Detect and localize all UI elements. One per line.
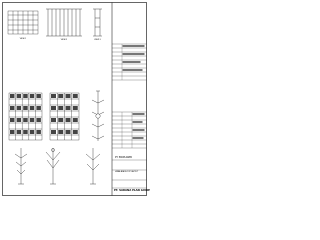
view-label-3: VIEW 3 (94, 39, 101, 41)
view-label-1: VIEW 1 (19, 38, 27, 40)
rack-elevation (46, 9, 82, 36)
detail-1 (15, 148, 27, 184)
side-view (93, 9, 102, 36)
top-panel-view (8, 11, 38, 34)
title-block-fill-cells (123, 45, 145, 139)
detail-2 (46, 148, 60, 184)
detail-3 (86, 148, 100, 184)
drawing-sheet (0, 0, 149, 198)
company-name: PT. SARANA PLAN GUIDE (114, 189, 150, 192)
title-block-table (112, 44, 147, 188)
drawing-subtitle: HIMALAYA BLOCK LAYOUT (115, 171, 139, 173)
section-detail (92, 91, 104, 141)
grid-block-a-cells (10, 94, 41, 134)
view-label-2: VIEW 2 (60, 39, 68, 41)
project-name: PT. PROPLANER (115, 156, 132, 159)
